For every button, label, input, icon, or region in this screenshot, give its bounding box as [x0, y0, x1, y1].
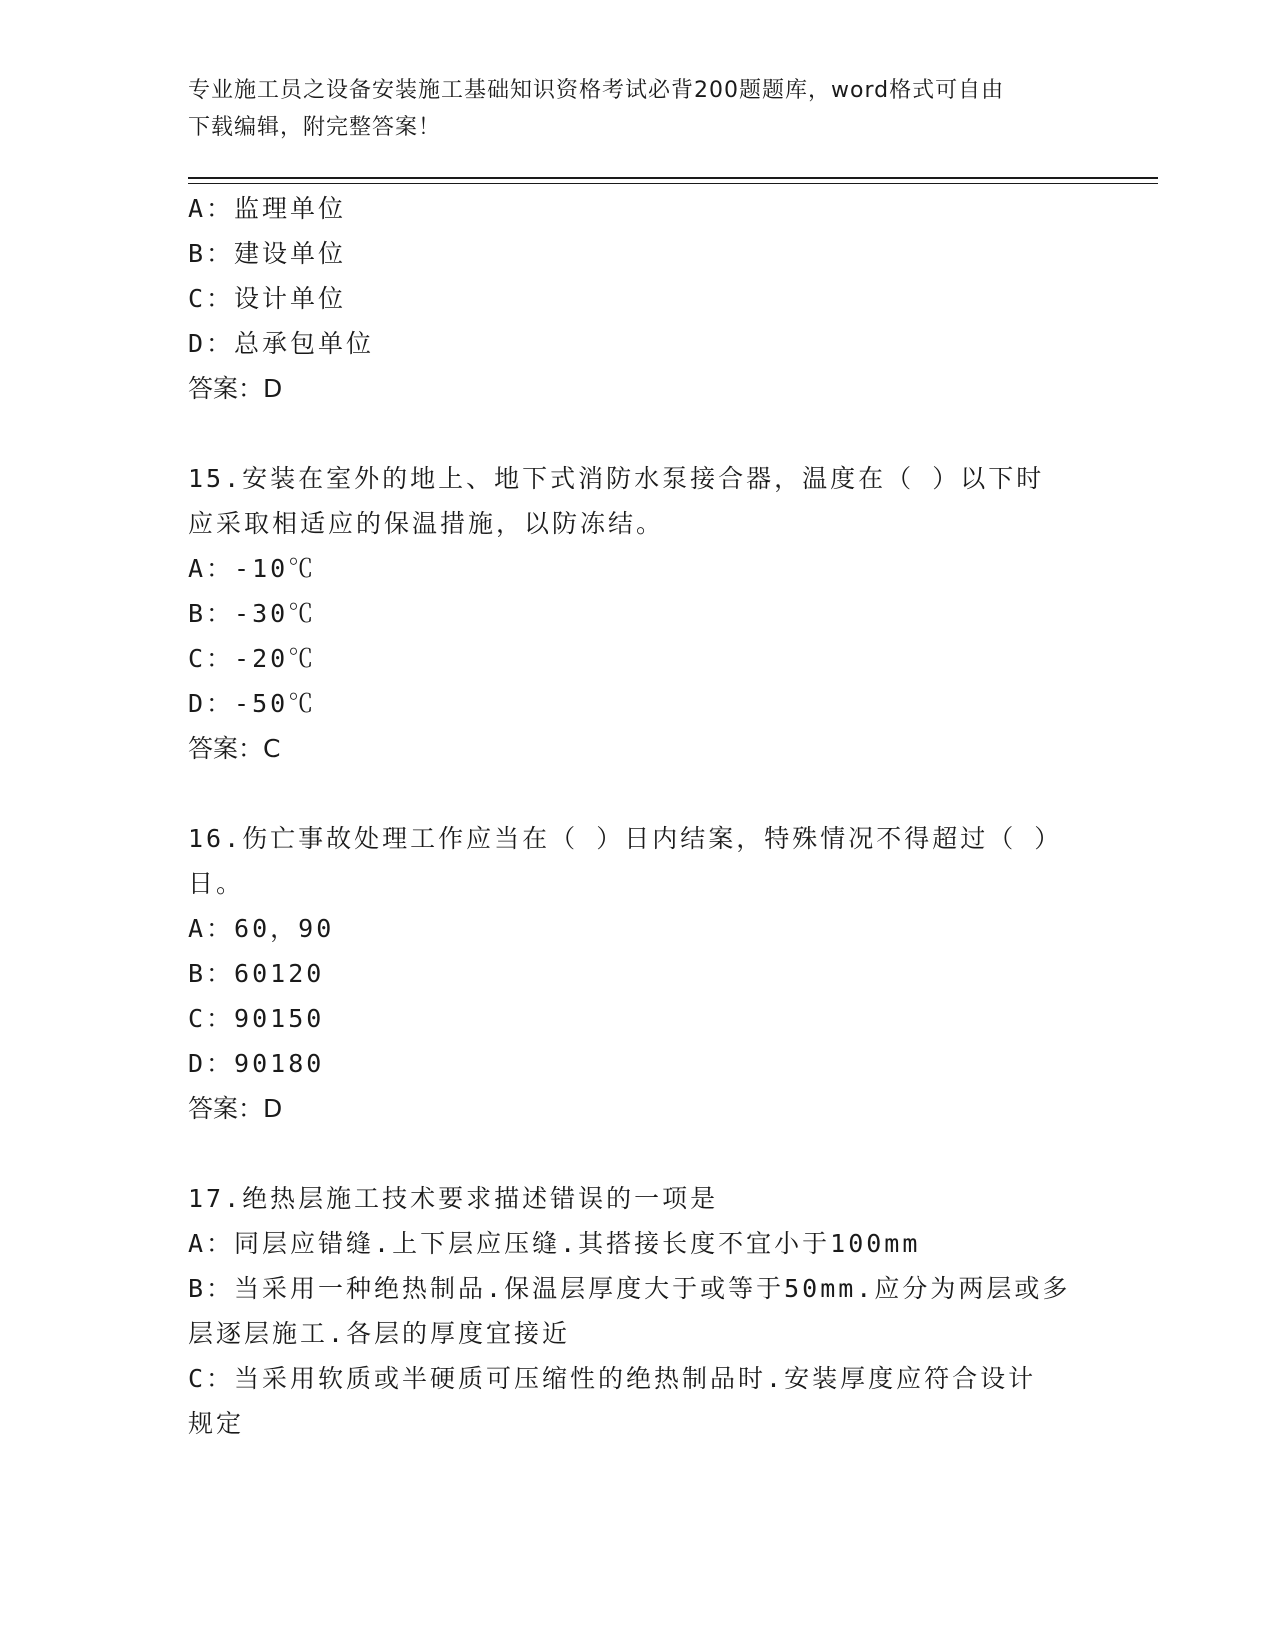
- q14-option-d: D：总承包单位: [188, 329, 375, 358]
- q16-option-d: D：90180: [188, 1049, 325, 1078]
- q17-option-c-line-1: C：当采用软质或半硬质可压缩性的绝热制品时.安装厚度应符合设计: [188, 1364, 1037, 1393]
- q15-option-a: A：-10℃: [188, 554, 317, 583]
- q15-stem-line-1: 15.安装在室外的地上、地下式消防水泵接合器，温度在（ ）以下时: [188, 464, 1045, 493]
- q16-option-b: B：60120: [188, 959, 325, 988]
- q14-option-c: C：设计单位: [188, 284, 347, 313]
- header-title-line-2: 下载编辑，附完整答案！: [188, 115, 442, 140]
- header-divider-thick: [188, 177, 1158, 179]
- q17-option-a: A：同层应错缝.上下层应压缝.其搭接长度不宜小于100mm: [188, 1229, 921, 1258]
- q15-stem-line-2: 应采取相适应的保温措施，以防冻结。: [188, 509, 665, 538]
- q16-option-a: A：60，90: [188, 914, 335, 943]
- q16-option-c: C：90150: [188, 1004, 325, 1033]
- q16-stem-line-2: 日。: [188, 869, 245, 898]
- header-title-line-1: 专业施工员之设备安装施工基础知识资格考试必背200题题库，word格式可自由: [188, 78, 1005, 103]
- q17-option-b-line-2: 层逐层施工.各层的厚度宜接近: [188, 1319, 571, 1348]
- q17-option-b-line-1: B：当采用一种绝热制品.保温层厚度大于或等于50mm.应分为两层或多: [188, 1274, 1071, 1303]
- q16-answer: 答案：D: [188, 1094, 283, 1123]
- q14-option-a: A：监理单位: [188, 194, 347, 223]
- q15-option-d: D：-50℃: [188, 689, 317, 718]
- q17-stem: 17.绝热层施工技术要求描述错误的一项是: [188, 1184, 719, 1213]
- q15-answer: 答案：C: [188, 734, 281, 763]
- q15-option-b: B：-30℃: [188, 599, 317, 628]
- q16-stem-line-1: 16.伤亡事故处理工作应当在（ ）日内结案，特殊情况不得超过（ ）: [188, 824, 1063, 853]
- q14-option-b: B：建设单位: [188, 239, 347, 268]
- document-header: [188, 72, 1068, 146]
- q15-option-c: C：-20℃: [188, 644, 317, 673]
- q17-option-c-line-2: 规定: [188, 1409, 245, 1438]
- header-divider-thin: [188, 183, 1158, 184]
- q14-answer: 答案：D: [188, 374, 283, 403]
